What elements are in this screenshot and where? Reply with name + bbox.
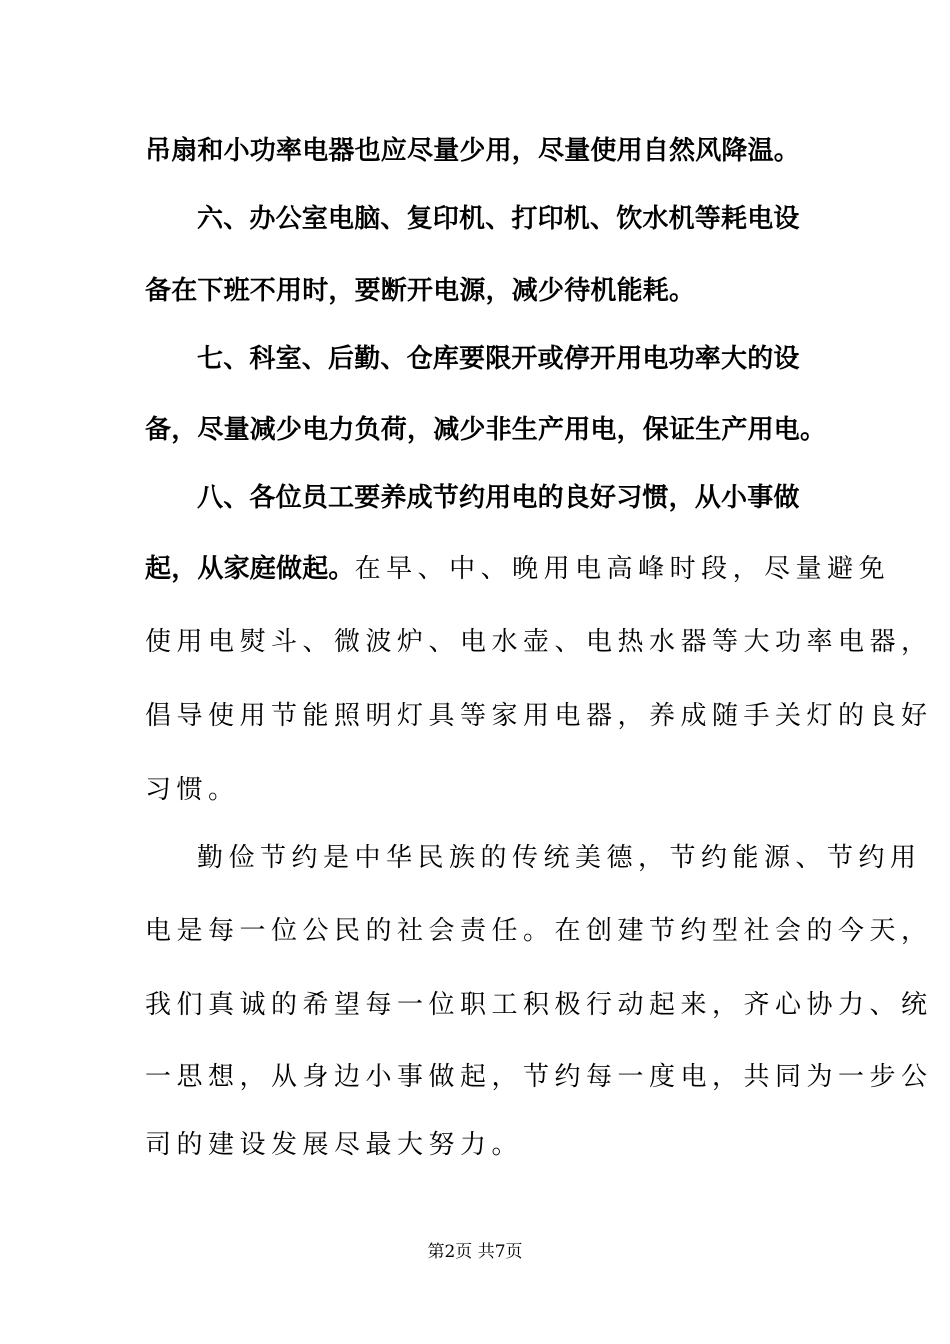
- body-line: [0, 199, 950, 239]
- body-line: [0, 549, 950, 589]
- body-text: 使用电熨斗、微波炉、电水壶、电热水器等大功率电器，: [145, 627, 933, 657]
- page-footer: 第2页 共7页: [427, 1242, 523, 1262]
- body-line: [0, 770, 950, 810]
- body-text: 八、各位员工要养成节约用电的良好习惯，从小事做: [197, 483, 800, 513]
- body-text: 备在下班不用时，要断开电源，减少待机能耗。: [145, 276, 696, 306]
- body-line: [0, 339, 950, 379]
- body-text: 习惯。: [145, 775, 240, 805]
- body-line: [0, 271, 950, 311]
- body-line: [0, 696, 950, 736]
- body-line: [0, 622, 950, 662]
- body-text-bold: 起，从家庭做起。: [145, 554, 355, 584]
- body-text: 倡导使用节能照明灯具等家用电器，养成随手关灯的良好: [145, 701, 933, 731]
- body-line: [0, 478, 950, 518]
- body-line: [0, 911, 950, 951]
- body-line: [0, 410, 950, 450]
- body-line: [0, 1125, 950, 1165]
- body-text: 一思想，从身边小事做起，节约每一度电，共同为一步公: [145, 1062, 933, 1092]
- body-line: [0, 985, 950, 1025]
- body-text: 备，尽量减少电力负荷，减少非生产用电，保证生产用电。: [145, 415, 827, 445]
- body-text: 勤俭节约是中华民族的传统美德，节约能源、节约用: [197, 843, 922, 873]
- body-text: 七、科室、后勤、仓库要限开或停开用电功率大的设: [197, 344, 800, 374]
- body-line: [0, 131, 950, 171]
- body-text: 电是每一位公民的社会责任。在创建节约型社会的今天，: [145, 916, 933, 946]
- body-text: 在早、中、晚用电高峰时段，尽量避免: [354, 554, 891, 584]
- body-text: 我们真诚的希望每一位职工积极行动起来，齐心协力、统: [145, 990, 933, 1020]
- body-text: 六、办公室电脑、复印机、打印机、饮水机等耗电设: [197, 204, 800, 234]
- body-line: [0, 838, 950, 878]
- body-text: 司的建设发展尽最大努力。: [145, 1130, 524, 1160]
- body-line: [0, 1057, 950, 1097]
- body-text: 吊扇和小功率电器也应尽量少用，尽量使用自然风降温。: [145, 136, 801, 166]
